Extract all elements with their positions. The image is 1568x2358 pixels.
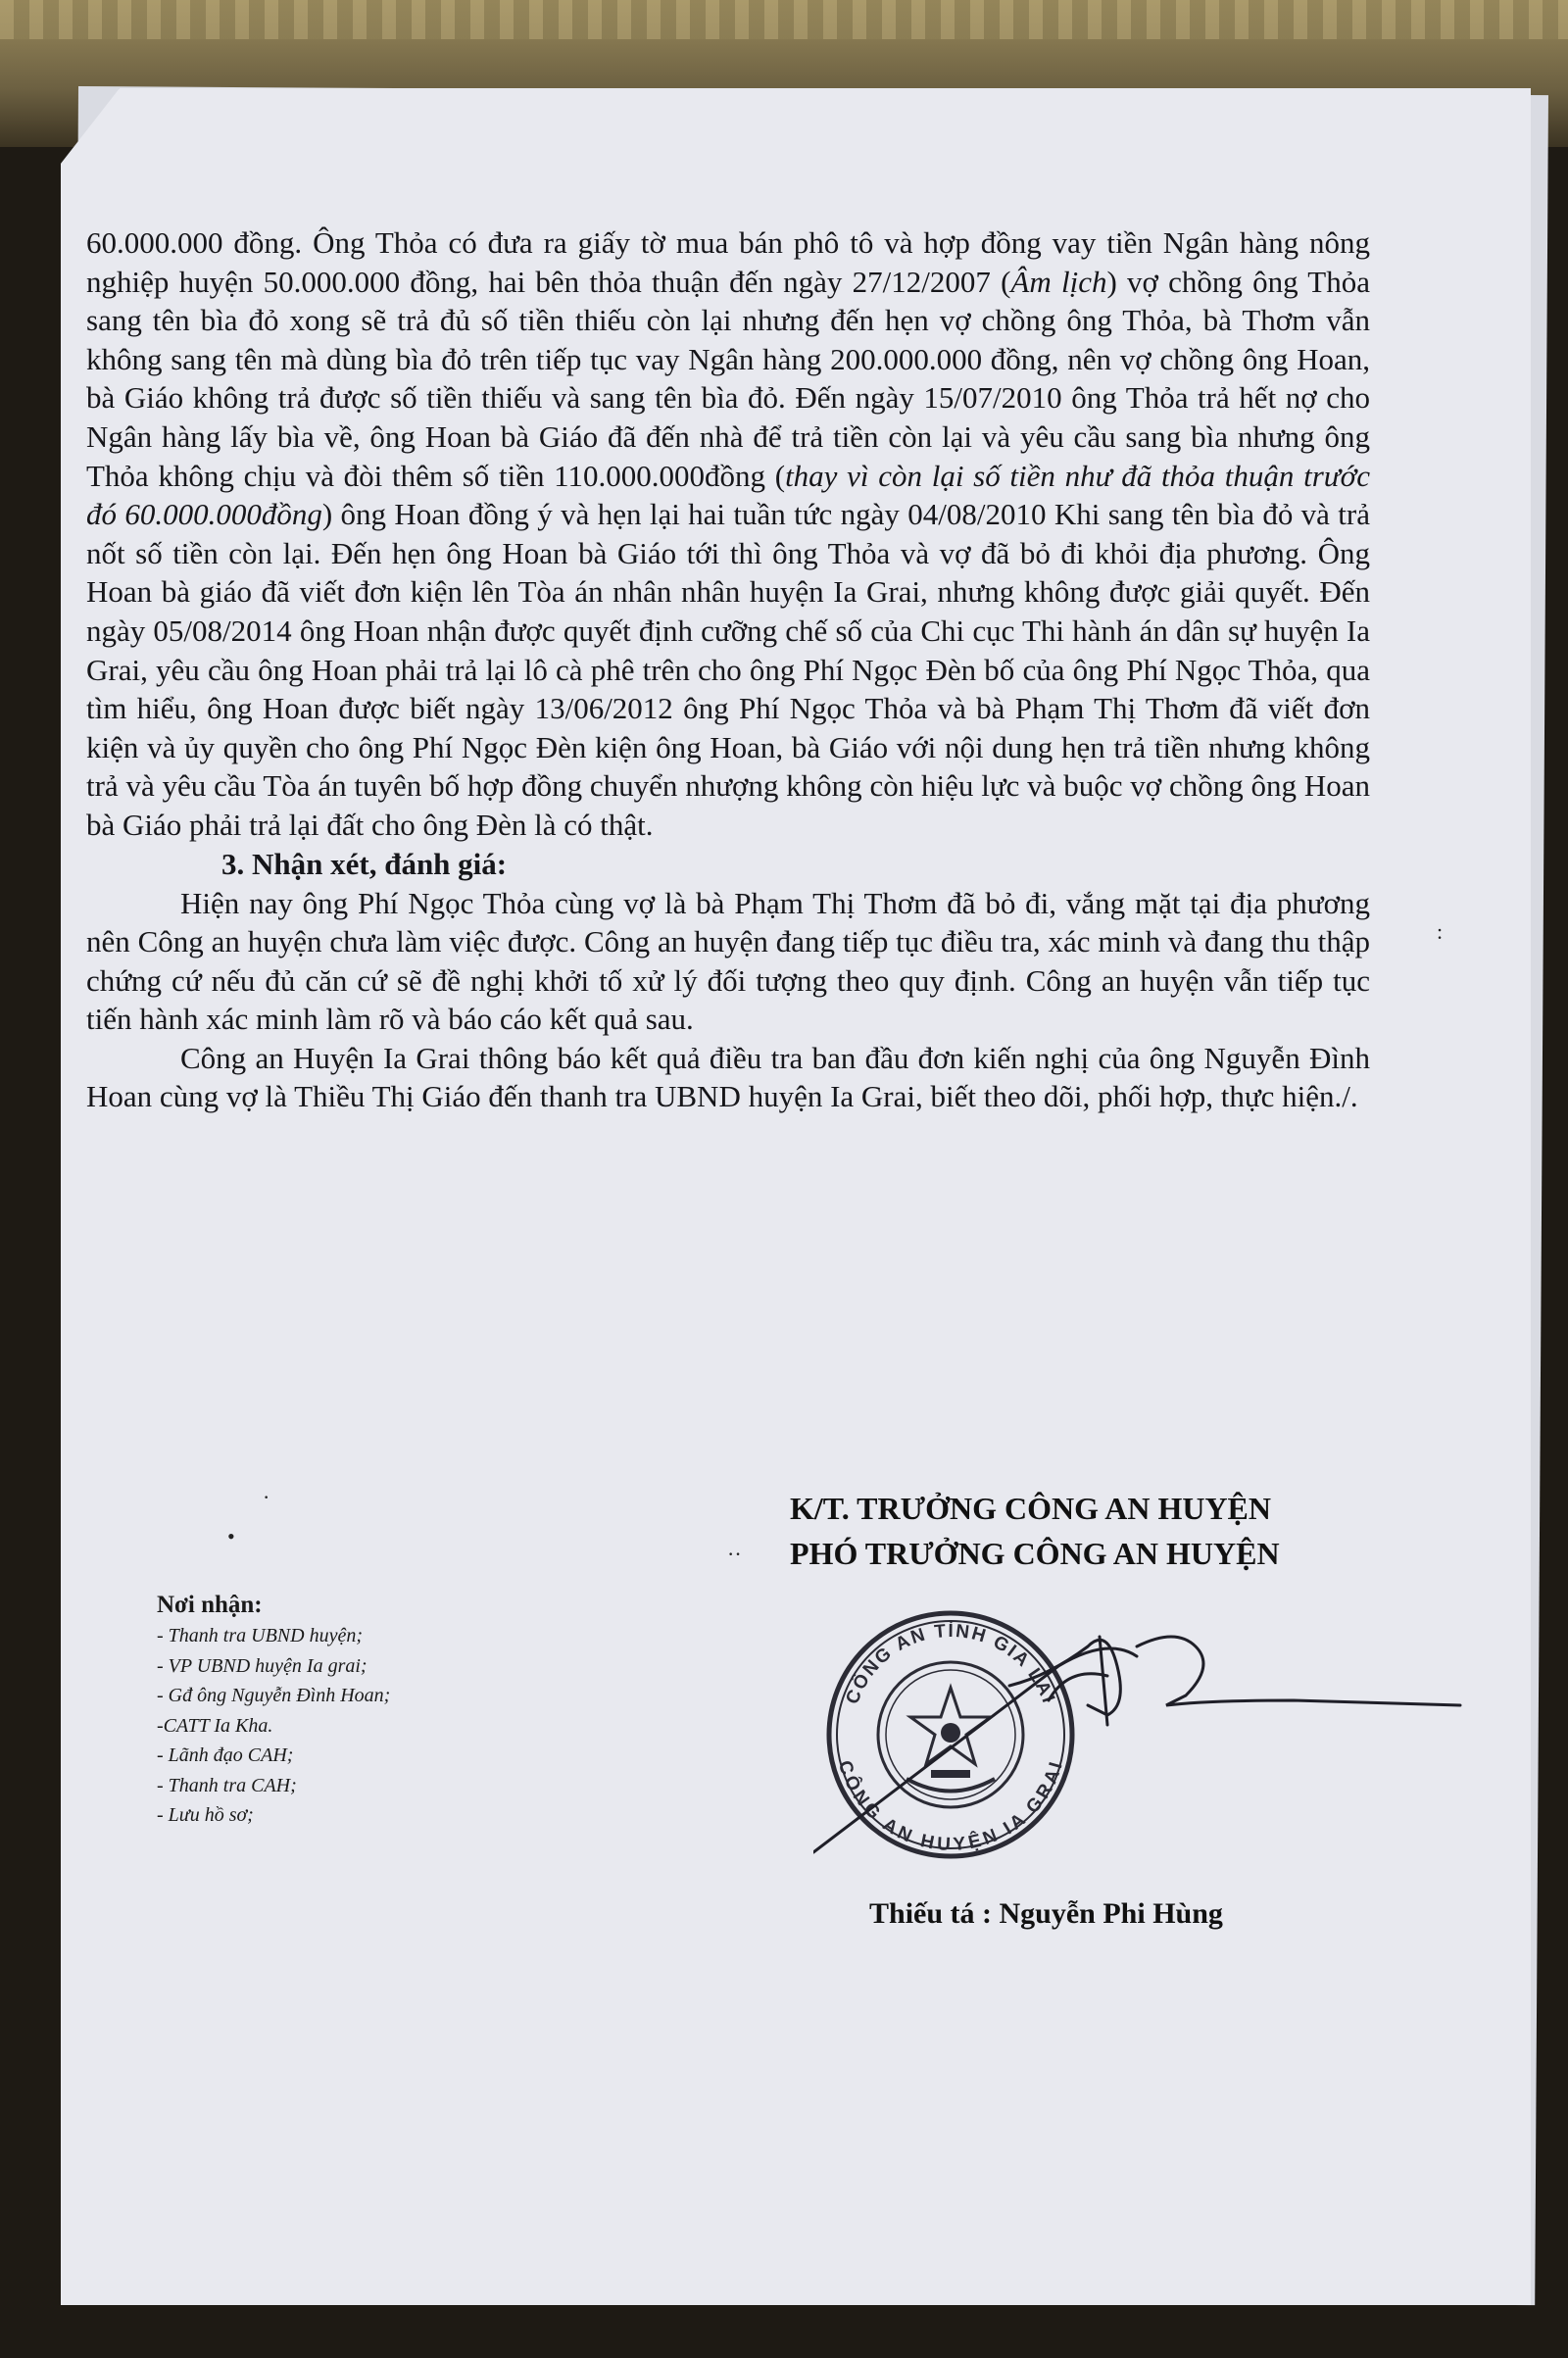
recipient-item: - Lãnh đạo CAH;	[157, 1744, 294, 1766]
body-text-italic-1: Âm lịch	[1010, 264, 1107, 299]
recipient-item: - Gđ ông Nguyễn Đình Hoan;	[157, 1685, 391, 1706]
signature-title-line-2: PHÓ TRƯỞNG CÔNG AN HUYỆN	[790, 1536, 1280, 1571]
signature-title-line-1: K/T. TRƯỞNG CÔNG AN HUYỆN	[790, 1491, 1271, 1526]
official-seal	[813, 1607, 1480, 1862]
signature-title-block	[790, 1486, 1378, 1576]
paragraph-assessment: Hiện nay ông Phí Ngọc Thỏa cùng vợ là bà Phạm Thị Thơm đã bỏ đi, vắng mặt tại địa phương nên Công an huyện chưa làm việc được. Công an huyện đang tiếp tục điều tra, xác minh và đang thu thập chứng cứ nếu đủ căn cứ sẽ đề nghị khởi tố xử lý đối tượng theo quy định. Công an huyện vẫn tiếp tục tiến hành xác minh làm rõ và báo cáo kết quả sau.	[86, 885, 1370, 1037]
document-body	[86, 223, 1370, 1116]
section-heading: 3. Nhận xét, đánh giá:	[221, 846, 508, 881]
recipients-title: Nơi nhận:	[157, 1592, 263, 1618]
recipient-item: - Thanh tra UBND huyện;	[157, 1625, 363, 1646]
seal-top-text: CÔNG AN TỈNH GIA LAI	[842, 1620, 1059, 1707]
recipient-item: - VP UBND huyện Ia grai;	[157, 1654, 368, 1677]
recipient-item: -CATT Ia Kha.	[157, 1714, 273, 1737]
signer-name: Thiếu tá : Nguyễn Phi Hùng	[869, 1897, 1223, 1930]
ink-speck: :	[1437, 919, 1444, 944]
body-text-part-3: ) ông Hoan đồng ý và hẹn lại hai tuần tức ngày 04/08/2010 Khi sang tên bìa đỏ và trả nốt số tiền còn lại. Đến hẹn ông Hoan bà Giáo tới thì ông Thỏa và vợ đã bỏ đi khỏi địa phương. Ông Hoan bà giáo đã viết đơn kiện lên Tòa án nhân nhân huyện Ia Grai, nhưng không được giải quyết. Đến ngày 05/08/2014 ông Hoan nhận được quyết định cưỡng chế số của Chi cục Thi hành án dân sự huyện Ia Grai, yêu cầu ông Hoan phải trả lại lô cà phê trên cho ông Phí Ngọc Đèn bố của ông Phí Ngọc Thỏa, qua tìm hiểu, ông Hoan được biết ngày 13/06/2012 ông Phí Ngọc Thỏa và bà Phạm Thị Thơm đã viết đơn kiện và ủy quyền cho ông Phí Ngọc Đèn kiện ông Hoan, bà Giáo với nội dung hẹn trả tiền nhưng không trả và yêu cầu Tòa án tuyên bố hợp đồng chuyển nhượng không còn hiệu lực và buộc vợ chồng ông Hoan bà Giáo phải trả lại đất cho ông Đèn là có thật.	[86, 497, 1370, 842]
recipient-item: - Thanh tra CAH;	[157, 1774, 297, 1796]
body-paragraph	[86, 223, 1370, 845]
recipient-item: - Lưu hồ sơ;	[157, 1804, 254, 1826]
seal-bottom-text: CÔNG AN HUYỆN IA GRAI	[833, 1757, 1068, 1856]
ink-speck: ·	[263, 1485, 270, 1509]
ink-speck: ··	[727, 1542, 742, 1566]
ink-speck: •	[227, 1524, 235, 1548]
paragraph-conclusion: Công an Huyện Ia Grai thông báo kết quả điều tra ban đầu đơn kiến nghị của ông Nguyễn Đình Hoan cùng vợ là Thiều Thị Giáo đến thanh tra UBND huyện Ia Grai, biết theo dõi, phối hợp, thực hiện./.	[86, 1040, 1370, 1114]
recipients-list	[157, 1590, 568, 1831]
handwritten-signature	[813, 1637, 1460, 1852]
seal-emblem-icon	[906, 1688, 995, 1792]
body-text-italic-2: thay vì còn lại số tiền như đã thỏa thuận trước đó 60.000.000đồng	[86, 458, 1370, 532]
body-text-part-2: ) vợ chồng ông Thỏa sang tên bìa đỏ xong sẽ trả đủ số tiền thiếu còn lại nhưng đến hẹn vợ chồng ông Thỏa, bà Thơm vẫn không sang tên mà dùng bìa đỏ trên tiếp tục vay Ngân hàng 200.000.000 đồng, nên vợ chồng ông Hoan, bà Giáo không trả được số tiền thiếu và sang tên bìa đỏ. Đến ngày 15/07/2010 ông Thỏa trả hết nợ cho Ngân hàng lấy bìa về, ông Hoan bà Giáo đã đến nhà để trả tiền còn lại và yêu cầu sang bìa nhưng ông Thỏa không chịu và đòi thêm số tiền 110.000.000đồng (	[86, 264, 1370, 493]
seal-and-signature	[813, 1607, 1480, 1862]
body-text-part-1: 60.000.000 đồng. Ông Thỏa có đưa ra giấy tờ mua bán phô tô và hợp đồng vay tiền Ngân hàng nông nghiệp huyện 50.000.000 đồng, hai bên thỏa thuận đến ngày 27/12/2007 (	[86, 225, 1370, 299]
